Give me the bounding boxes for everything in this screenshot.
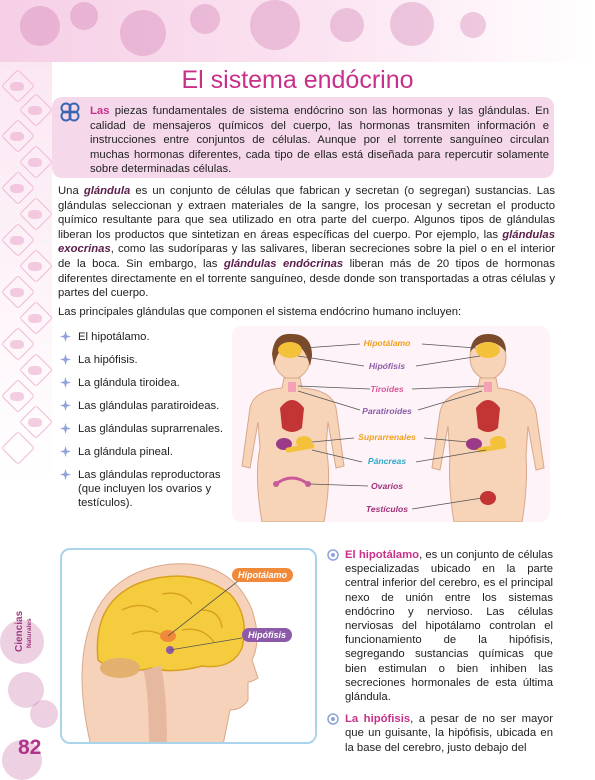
- side-label-sub: Naturales: [26, 618, 33, 648]
- animal-silhouette-icon: [28, 366, 42, 375]
- section-term: La hipófisis: [345, 713, 411, 726]
- target-bullet-icon: [327, 549, 339, 561]
- list-item: [60, 468, 235, 510]
- intro-body: piezas fundamentales de sistema endócrino son las hormonas y las glándulas. En calidad de mensajeros químicos del cuerpo, las hormonas transmiten información e instrucciones entre conjuntos de células. Aunque por el torrente sanguíneo circulan muchas hormonas diferentes, cada tipo de ellas está diseñada para repercutir solamente sobre determinadas células.: [90, 105, 549, 176]
- flower-bullet-icon: [60, 446, 71, 457]
- list-intro: Las principales glándulas que componen el sistema endócrino humano incluyen:: [58, 306, 462, 318]
- section-text: , es un conjunto de células especializadas ubicado en la parte central inferior del cerebro, es el principal nexo de unión entre los sistemas endócrino y nervioso. Las células nerviosas del hipotálamo controlan el funcionamiento de la hipófisis, segregando sustancias químicas que bien estimulan o bien inhiben las secreciones hormonales de esta última glándula.: [345, 549, 553, 704]
- page-title: El sistema endócrino: [181, 66, 414, 94]
- flower-bullet-icon: [60, 331, 71, 342]
- deco-dot: [120, 10, 166, 56]
- intro-lead: Las: [90, 105, 110, 117]
- gland-label: La glándula pineal.: [78, 446, 173, 458]
- label-pancreas: Páncreas: [367, 456, 407, 466]
- animal-silhouette-icon: [28, 262, 42, 271]
- animal-silhouette-icon: [10, 392, 24, 401]
- label-testiculos: Testículos: [365, 504, 409, 514]
- animal-silhouette-icon: [10, 236, 24, 245]
- list-item: [60, 445, 235, 459]
- deco-dot: [20, 6, 60, 46]
- term-exocrinas: glándulas exocrinas: [58, 228, 555, 256]
- deco-dot: [250, 0, 300, 50]
- animal-silhouette-icon: [10, 288, 24, 297]
- page-number: 82: [18, 736, 42, 759]
- flower-bullet-icon: [60, 400, 71, 411]
- animal-silhouette-icon: [28, 210, 42, 219]
- gland-label: Las glándulas suprarrenales.: [78, 423, 224, 435]
- animal-silhouette-icon: [10, 184, 24, 193]
- text-run: liberan más de 20 tipos de hormonas diferentes directamente en el torrente sanguíneo, desde donde son transportadas a otras células y partes del cuerpo.: [58, 257, 555, 300]
- gland-label: La glándula tiroidea.: [78, 377, 180, 389]
- section-hipofisis: [325, 712, 553, 755]
- animal-silhouette-icon: [28, 314, 42, 323]
- list-item: [60, 353, 235, 367]
- deco-dot: [190, 4, 220, 34]
- knot-icon: [58, 100, 82, 124]
- term-endocrinas: glándulas endócrinas: [223, 257, 344, 270]
- gland-label: Las glándulas reproductoras (que incluyen los ovarios y testículos).: [78, 469, 221, 509]
- deco-dot: [330, 8, 364, 42]
- animal-silhouette-icon: [10, 132, 24, 141]
- flower-bullet-icon: [60, 423, 71, 434]
- animal-silhouette-icon: [28, 418, 42, 427]
- text-run: , como las sudoríparas y las salivares, liberan secreciones sobre la piel o en el interior de la boca. Sin embargo, las: [58, 243, 555, 270]
- tag-hipotalamo: Hipotálamo: [232, 568, 293, 582]
- animal-silhouette-icon: [28, 106, 42, 115]
- side-label: Ciencias: [14, 610, 25, 652]
- term-glandula: glándula: [83, 185, 131, 197]
- tag-hipofisis: Hipófisis: [242, 628, 292, 642]
- glandula-paragraph: [58, 184, 555, 301]
- label-ovarios: Ovarios: [370, 481, 403, 491]
- animal-silhouette-icon: [28, 158, 42, 167]
- flower-bullet-icon: [60, 354, 71, 365]
- label-paratiroides: Paratiroides: [362, 406, 412, 416]
- male-figure: [432, 334, 544, 522]
- deco-dot: [390, 2, 434, 46]
- label-hipotalamo: Hipotálamo: [363, 338, 411, 348]
- right-column: [325, 548, 553, 763]
- list-item: [60, 422, 235, 436]
- section-hipotalamo: [325, 548, 553, 704]
- text-run: es un conjunto de células que fabrican y secretan (o segregan) sustancias. Las glándulas seleccionan y extraen materiales de la sangre, los procesan y secretan el producto químico resultante para que sea utilizado en otra parte del cuerpo. Algunos tipos de glándulas liberan los productos que sintetizan en áreas específicas del cuerpo. Por ejemplo, las: [58, 185, 555, 241]
- label-hipofisis: Hipófisis: [368, 361, 406, 371]
- animal-silhouette-icon: [10, 340, 24, 349]
- text-run: Una: [58, 185, 84, 197]
- brain-illustration-box: [60, 548, 317, 744]
- list-item: [60, 376, 235, 390]
- section-term: El hipotálamo: [345, 549, 420, 561]
- target-bullet-icon: [327, 713, 339, 725]
- gland-label: Las glándulas paratiroideas.: [78, 400, 220, 412]
- gland-label: La hipófisis.: [78, 354, 138, 366]
- list-item: [60, 330, 235, 344]
- label-suprarrenales: Suprarrenales: [358, 432, 416, 442]
- flower-bullet-icon: [60, 469, 71, 480]
- deco-dot: [30, 700, 58, 728]
- label-tiroides: Tiroides: [370, 384, 404, 394]
- intro-text: [90, 104, 549, 177]
- list-item: [60, 399, 235, 413]
- deco-dot: [460, 12, 486, 38]
- body-illustration: [232, 326, 550, 522]
- section-text: , a pesar de no ser mayor que un guisante, la hipófisis, ubicada en la base del cerebro, justo debajo del: [345, 713, 553, 754]
- gland-label: El hipotálamo.: [78, 331, 150, 343]
- gland-list: [60, 330, 235, 519]
- female-figure: [242, 334, 344, 522]
- deco-dot: [70, 2, 98, 30]
- flower-bullet-icon: [60, 377, 71, 388]
